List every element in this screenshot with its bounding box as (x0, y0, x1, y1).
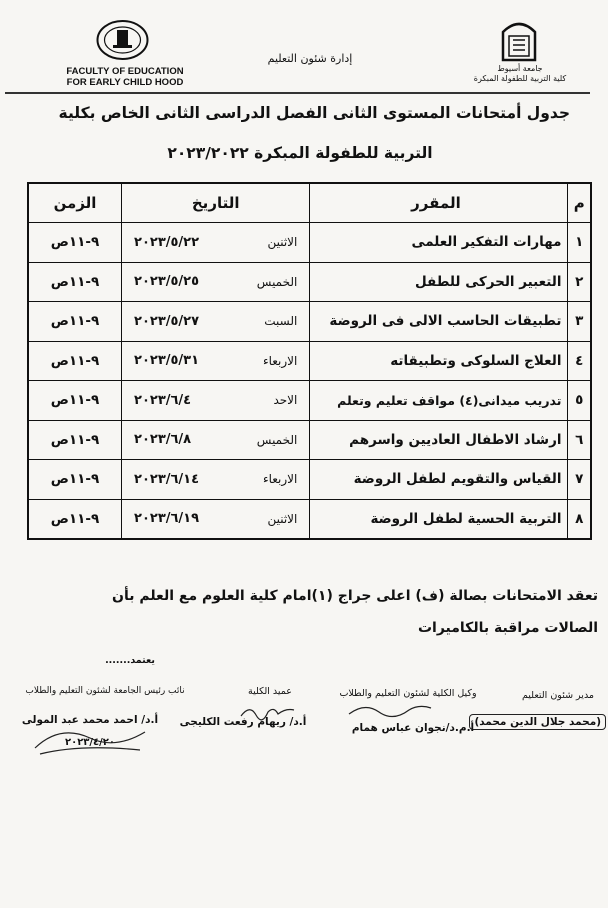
row-day: الاثنين (267, 511, 298, 526)
signature-title-vice-dean: وكيل الكلية لشئون التعليم والطلاب (339, 688, 477, 699)
row-date: ٢٠٢٣/٦/١٤ (134, 471, 200, 487)
row-time: ٩-١١ص (28, 381, 122, 421)
table-row (28, 302, 591, 342)
row-time: ٩-١١ص (28, 262, 122, 302)
row-date-cell (122, 341, 310, 381)
row-date: ٢٠٢٣/٥/٢٢ (134, 234, 200, 250)
signature-title-dean: عميد الكلية (248, 686, 292, 697)
row-course: التربية الحسية لطفل الروضة (310, 499, 568, 539)
row-num: ٧ (568, 460, 591, 500)
row-num: ٢ (568, 262, 591, 302)
faculty-name-en-line1: FACULTY OF EDUCATION (66, 66, 184, 77)
table-row (28, 262, 591, 302)
row-num: ٤ (568, 341, 591, 381)
row-day: الخميس (256, 432, 298, 447)
table-row (28, 381, 591, 421)
university-name-line1: جامعة أسيوط (497, 64, 543, 73)
university-name (450, 64, 590, 84)
administration-label: إدارة شئون التعليم (267, 52, 353, 65)
row-date: ٢٠٢٣/٦/١٩ (134, 511, 200, 527)
header-divider (5, 92, 590, 94)
row-course: القياس والتقويم لطفل الروضة (310, 460, 568, 500)
row-num: ٦ (568, 420, 591, 460)
row-date: ٢٠٢٣/٥/٢٧ (134, 313, 200, 329)
row-time: ٩-١١ص (28, 223, 122, 263)
row-course: التعبير الحركى للطفل (310, 262, 568, 302)
row-date-cell (122, 262, 310, 302)
row-date: ٢٠٢٣/٥/٢٥ (134, 274, 200, 290)
university-name-line2: كلية التربية للطفولة المبكرة (473, 74, 567, 83)
signature-name-university-vp: أ.د/ احمد محمد عبد المولى (21, 714, 159, 726)
table-row (28, 223, 591, 263)
row-num: ٣ (568, 302, 591, 342)
row-day: السبت (264, 314, 298, 329)
table-row (28, 499, 591, 539)
row-date-cell (122, 381, 310, 421)
row-course: تدريب ميدانى(٤) مواقف تعليم وتعلم (310, 381, 568, 421)
row-time: ٩-١١ص (28, 420, 122, 460)
row-date-cell (122, 420, 310, 460)
row-time: ٩-١١ص (28, 460, 122, 500)
row-time: ٩-١١ص (28, 499, 122, 539)
table-row (28, 460, 591, 500)
header-course: المقرر (310, 183, 568, 223)
table-row (28, 341, 591, 381)
row-date: ٢٠٢٣/٦/٨ (134, 432, 192, 448)
row-time: ٩-١١ص (28, 302, 122, 342)
header-num: م (568, 183, 591, 223)
handwritten-signature-dean (238, 700, 298, 722)
faculty-name-en-line2: FOR EARLY CHILD HOOD (66, 77, 184, 88)
signature-name-education-manager (474, 716, 606, 728)
row-date-cell (122, 499, 310, 539)
university-logo-icon (497, 14, 541, 62)
row-date: ٢٠٢٣/٥/٣١ (134, 353, 200, 369)
row-num: ١ (568, 223, 591, 263)
row-course: تطبيقات الحاسب الالى فى الروضة (310, 302, 568, 342)
camera-monitoring-note: الصالات مراقبة بالكاميرات (417, 620, 598, 636)
row-date: ٢٠٢٣/٦/٤ (134, 392, 192, 408)
handwritten-signature-vice-dean (345, 700, 435, 720)
row-num: ٨ (568, 499, 591, 539)
signature-date: ٢٠٢٣/٤/٢٠ (64, 737, 116, 748)
exam-location-note: تعقد الامتحانات بصالة (ف) اعلى جراج (١)امام كلية العلوم مع العلم بأن (112, 588, 598, 604)
row-day: الخميس (256, 274, 298, 289)
signature-title-university-vp: نائب رئيس الجامعة لشئون التعليم والطلاب (25, 686, 185, 696)
header-date: التاريخ (122, 183, 310, 223)
row-day: الاربعاء (262, 353, 298, 368)
schedule-title-line2: التربية للطفولة المبكرة ٢٠٢٣/٢٠٢٢ (167, 144, 433, 162)
row-time: ٩-١١ص (28, 341, 122, 381)
row-date-cell (122, 302, 310, 342)
row-course: مهارات التفكير العلمى (310, 223, 568, 263)
row-course: العلاج السلوكى وتطبيقاته (310, 341, 568, 381)
row-course: ارشاد الاطفال العاديين واسرهم (310, 420, 568, 460)
row-num: ٥ (568, 381, 591, 421)
faculty-logo-icon (95, 18, 150, 62)
signature-stamp: (محمد جلال الدين محمد) (469, 714, 606, 730)
signature-name-vice-dean: أ.م.د/نجوان عباس همام (351, 722, 475, 734)
row-day: الاثنين (267, 235, 298, 250)
table-header-row (28, 183, 591, 223)
row-date-cell (122, 223, 310, 263)
signature-name-dean: أ.د/ ريهام رفعت الكليجى (179, 716, 307, 728)
handwritten-signature-vp (30, 720, 150, 756)
row-day: الاحد (273, 393, 298, 408)
table-row (28, 420, 591, 460)
faculty-name-en (60, 66, 190, 88)
row-date-cell (122, 460, 310, 500)
row-day: الاربعاء (262, 472, 298, 487)
exam-schedule-table (27, 182, 592, 540)
signature-title-education-manager: مدير شئون التعليم (521, 690, 595, 701)
schedule-title-line1: جدول أمتحانات المستوى الثانى الفصل الدراسى الثانى الخاص بكلية (58, 104, 570, 122)
approval-label: يعتمد....... (105, 655, 155, 666)
header-time: الزمن (28, 183, 122, 223)
